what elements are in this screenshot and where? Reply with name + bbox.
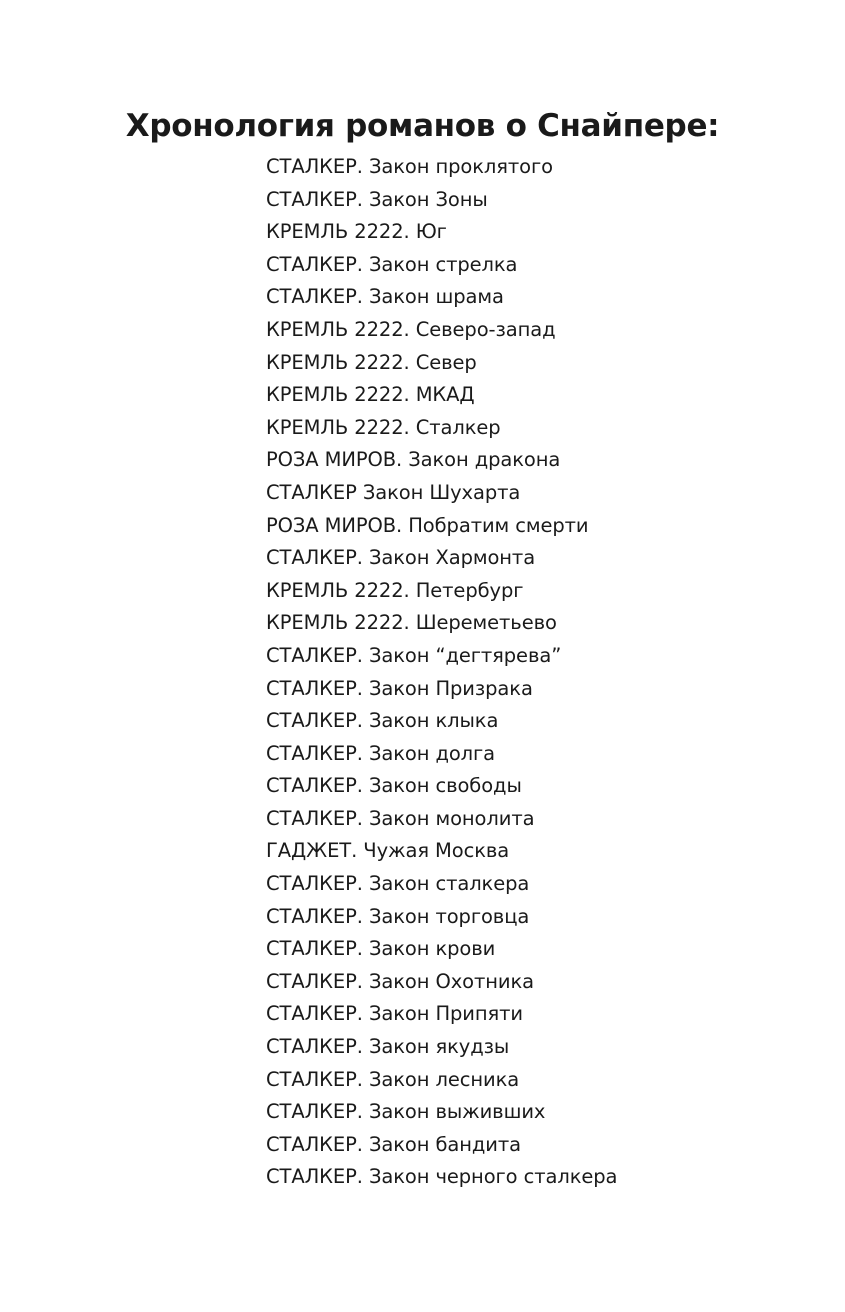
list-item: СТАЛКЕР. Закон проклятого — [266, 155, 553, 178]
list-item: СТАЛКЕР. Закон шрама — [266, 285, 504, 309]
list-item: СТАЛКЕР. Закон Хармонта — [266, 546, 536, 570]
list-item: СТАЛКЕР Закон Шухарта — [266, 480, 521, 504]
list-item: КРЕМЛЬ 2222. МКАД — [266, 383, 475, 407]
list-item: СТАЛКЕР. Закон черного сталкера — [266, 1165, 618, 1189]
list-item: СТАЛКЕР. Закон Призрака — [266, 676, 533, 700]
list-item: СТАЛКЕР. Закон Зоны — [266, 187, 488, 211]
list-item: КРЕМЛЬ 2222. Шереметьево — [266, 611, 557, 635]
list-item: СТАЛКЕР. Закон долга — [266, 741, 496, 765]
list-item: КРЕМЛЬ 2222. Петербург — [266, 578, 524, 602]
list-item: КРЕМЛЬ 2222. Юг — [266, 220, 447, 244]
list-item: СТАЛКЕР. Закон крови — [266, 937, 496, 961]
list-item: СТАЛКЕР. Закон лесника — [266, 1067, 520, 1091]
list-item: СТАЛКЕР. Закон монолита — [266, 806, 535, 830]
list-item: СТАЛКЕР. Закон бандита — [266, 1132, 521, 1156]
list-item: СТАЛКЕР. Закон Охотника — [266, 969, 534, 993]
list-item: КРЕМЛЬ 2222. Сталкер — [266, 415, 501, 439]
list-item: РОЗА МИРОВ. Побратим смерти — [266, 513, 589, 537]
list-item: СТАЛКЕР. Закон клыка — [266, 709, 499, 733]
list-item: КРЕМЛЬ 2222. Север — [266, 350, 477, 374]
list-item: КРЕМЛЬ 2222. Северо-запад — [266, 317, 556, 341]
book-list — [266, 151, 617, 1194]
list-item: СТАЛКЕР. Закон якудзы — [266, 1035, 510, 1059]
page-title: Хронология романов о Снайпере: — [125, 108, 720, 144]
list-item: СТАЛКЕР. Закон сталкера — [266, 872, 530, 896]
list-item: ГАДЖЕТ. Чужая Москва — [266, 839, 510, 863]
list-item: СТАЛКЕР. Закон стрелка — [266, 252, 518, 276]
list-item: СТАЛКЕР. Закон торговца — [266, 904, 530, 928]
list-item: СТАЛКЕР. Закон “дегтярева” — [266, 643, 562, 667]
list-item: СТАЛКЕР. Закон Припяти — [266, 1002, 523, 1026]
list-item: РОЗА МИРОВ. Закон дракона — [266, 448, 561, 472]
list-item: СТАЛКЕР. Закон выживших — [266, 1100, 546, 1124]
list-item: СТАЛКЕР. Закон свободы — [266, 774, 522, 798]
